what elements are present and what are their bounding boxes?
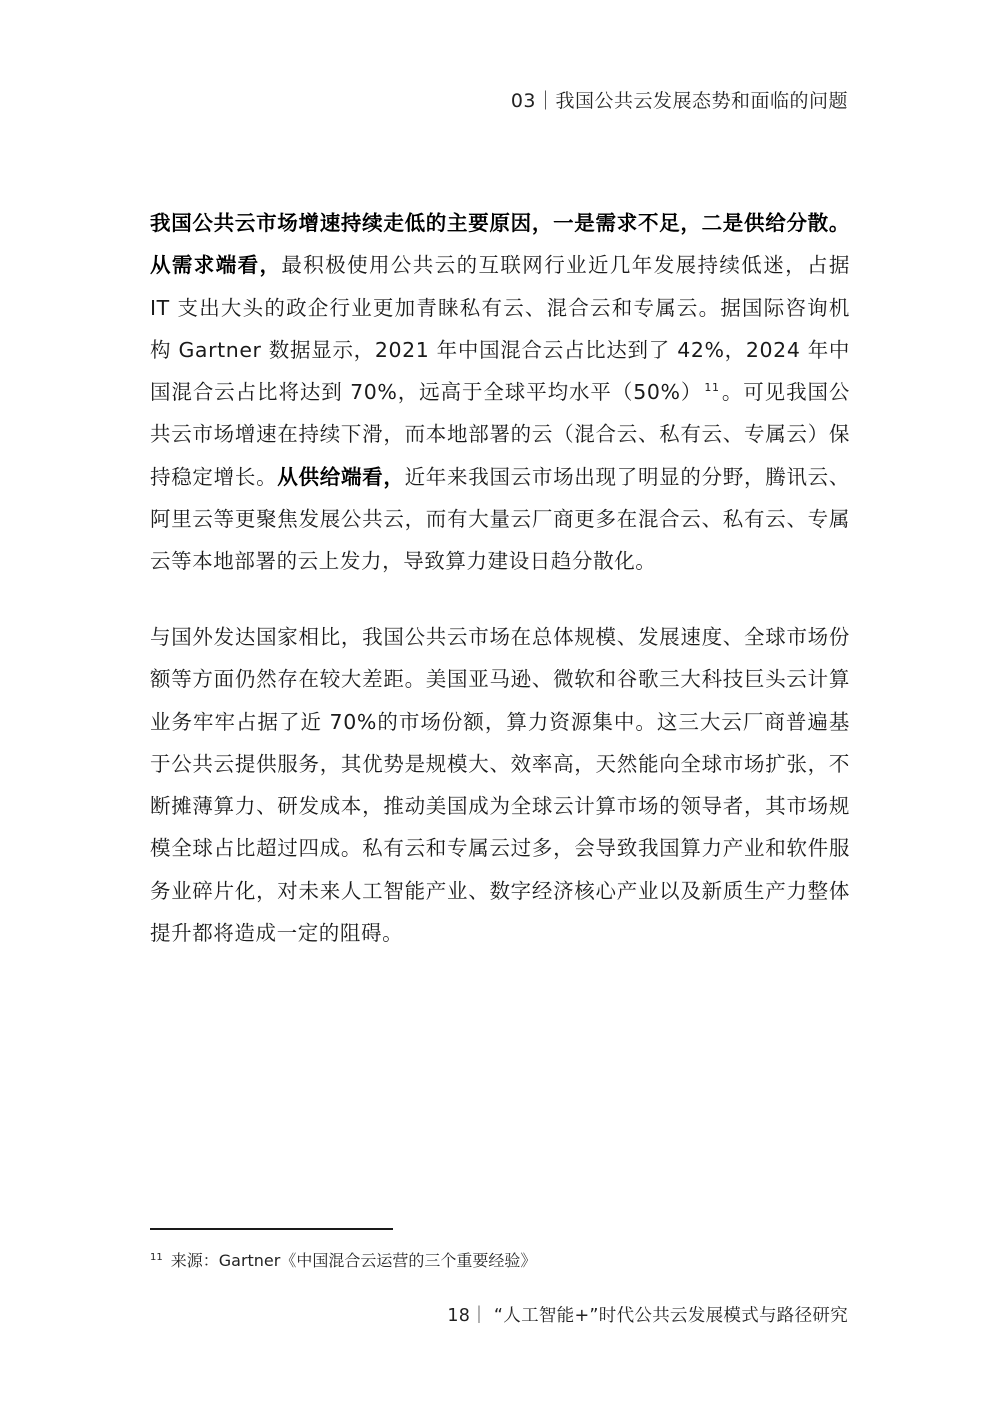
- paragraph-demand-supply: [150, 202, 850, 583]
- footnote-mark: 11: [150, 1251, 163, 1263]
- lead-sentence: 我国公共云市场增速持续走低的主要原因，一是需求不足，二是供给分散。: [150, 211, 850, 235]
- footnote: [150, 1248, 536, 1271]
- demand-label: 从需求端看，: [150, 253, 282, 278]
- paragraph-international-comparison: 与国外发达国家相比，我国公共云市场在总体规模、发展速度、全球市场份额等方面仍然存在较大差距。美国亚马逊、微软和谷歌三大科技巨头云计算业务牢牢占据了近 70%的市场份额，算力资源集中。这三大云厂商普遍基于公共云提供服务，其优势是规模大、效率高，天然能向全球市场扩张，不断摊薄算力、研发成本，推动美国成为全球云计算市场的领导者，其市场规模全球占比超过四成。私有云和专属云过多，会导致我国算力产业和软件服务业碎片化，对未来人工智能产业、数字经济核心产业以及新质生产力整体提升都将造成一定的阻碍。: [150, 625, 850, 946]
- running-footer: 18｜ “人工智能+”时代公共云发展模式与路径研究: [447, 1306, 848, 1326]
- running-header: 03｜我国公共云发展态势和面临的问题: [510, 90, 848, 112]
- supply-label: 从供给端看，: [277, 464, 405, 489]
- supply-text: 近年来我国云市场出现了明显的分野，腾讯云、阿里云等更聚焦发展公共云，而有大量云厂商更多在混合云、私有云、专属云等本地部署的云上发力，导致算力建设日趋分散化。: [150, 464, 850, 574]
- demand-text: 最积极使用公共云的互联网行业近几年发展持续低迷，占据 IT 支出大头的政企行业更加青睐私有云、混合云和专属云。据国际咨询机构 Gartner 数据显示，2021 年中国混合云占比达到了 42%，2024 年中国混合云占比将达到 70%，远高于全球平均水平（50%）: [150, 253, 850, 405]
- footnote-source: 来源：Gartner: [170, 1251, 281, 1270]
- footnote-divider: [150, 1228, 393, 1230]
- demand-text-continued: 。可见我国公共云市场增速在持续下滑，而本地部署的云（混合云、私有云、专属云）保持稳定增长。: [150, 380, 850, 489]
- footnote-title: 《中国混合云运营的三个重要经验》: [280, 1251, 537, 1270]
- footnote-reference[interactable]: 11: [704, 381, 720, 395]
